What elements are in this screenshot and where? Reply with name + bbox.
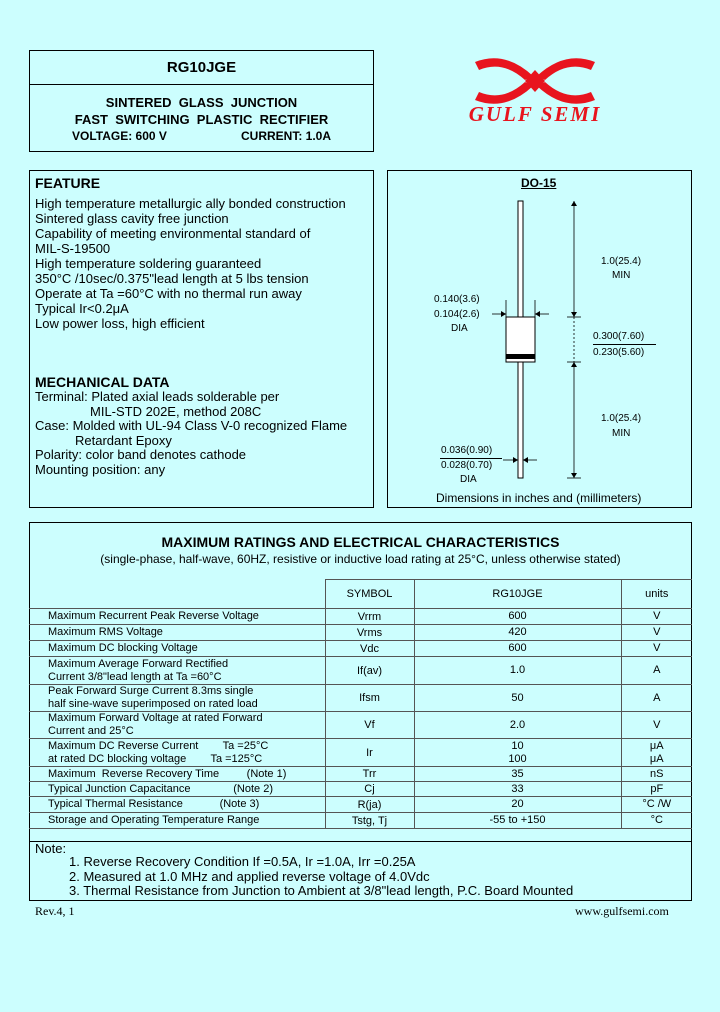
- value-cell: [414, 609, 621, 625]
- value-cell: [414, 712, 621, 739]
- param-text: Maximum DC blocking Voltage: [48, 642, 198, 654]
- param-text: at rated DC blocking voltage Ta =125°C: [48, 752, 263, 765]
- package-name: DO-15: [521, 176, 557, 190]
- value-cell: [414, 625, 621, 641]
- lead-dia-label: DIA: [460, 474, 477, 485]
- symbol-text: Cj: [364, 783, 375, 795]
- voltage-rating: VOLTAGE: 600 V: [72, 129, 167, 143]
- param-cell: [29, 739, 325, 767]
- table-row: [29, 685, 692, 712]
- feature-list: [35, 196, 346, 331]
- table-row: [29, 641, 692, 657]
- param-text: Maximum Recurrent Peak Reverse Voltage: [48, 610, 259, 622]
- note-item: 1. Reverse Recovery Condition If =0.5A, Ir =1.0A, Irr =0.25A: [69, 854, 416, 869]
- body-dia-label: DIA: [451, 323, 468, 334]
- symbol-cell: [325, 767, 414, 782]
- param-text: Peak Forward Surge Current 8.3ms single: [48, 685, 254, 697]
- unit-text: V: [653, 642, 661, 654]
- feature-item: High temperature soldering guaranteed: [35, 256, 262, 271]
- symbol-text: R(ja): [357, 798, 382, 811]
- param-cell: [29, 685, 325, 712]
- lead-length-bottom-min: MIN: [612, 428, 631, 439]
- value-cell: [414, 767, 621, 782]
- arrow-head: [523, 457, 528, 463]
- lead-length-top-min: MIN: [612, 270, 631, 281]
- unit-text: °C /W: [642, 798, 672, 810]
- title-box: [29, 84, 374, 152]
- value-text: 420: [508, 626, 527, 638]
- feature-item: Sintered glass cavity free junction: [35, 211, 229, 226]
- unit-text: nS: [650, 767, 664, 780]
- header-part: RG10JGE: [414, 580, 621, 609]
- table-header-row: [29, 580, 692, 609]
- mechanical-item: Retardant Epoxy: [75, 432, 172, 448]
- table-row: [29, 657, 692, 685]
- feature-item: Typical Ir<0.2μA: [35, 301, 129, 316]
- table-row: [29, 767, 692, 782]
- symbol-cell: [325, 782, 414, 797]
- value-text: 10: [511, 739, 524, 752]
- header-symbol: SYMBOL: [325, 580, 414, 609]
- bottom-lead: [518, 362, 523, 478]
- table-row: [29, 797, 692, 813]
- gulf-semi-logo: [455, 52, 615, 132]
- param-text: Storage and Operating Temperature Range: [48, 814, 260, 826]
- symbol-text: Vrrm: [357, 610, 382, 623]
- unit-text: V: [653, 718, 661, 731]
- top-lead: [518, 201, 523, 317]
- arrow-head: [501, 311, 506, 317]
- mechanical-item: Terminal: Plated axial leads solderable per: [35, 389, 280, 404]
- revision: Rev.4, 1: [35, 904, 75, 918]
- symbol-cell: [325, 685, 414, 712]
- body-length-min: 0.230(5.60): [593, 347, 645, 358]
- body-length-max: 0.300(7.60): [593, 331, 645, 342]
- unit-cell: [621, 657, 692, 685]
- ratings-title: MAXIMUM RATINGS AND ELECTRICAL CHARACTERISTICS: [161, 534, 560, 550]
- unit-cell: [621, 739, 692, 767]
- unit-text: A: [653, 691, 661, 704]
- lead-dia-min: 0.028(0.70): [441, 460, 493, 471]
- mechanical-list: [35, 390, 347, 477]
- symbol-text: Trr: [362, 768, 377, 780]
- mechanical-item: MIL-STD 202E, method 208C: [90, 403, 262, 419]
- unit-cell: [621, 641, 692, 657]
- unit-cell: [621, 782, 692, 797]
- note-item: 2. Measured at 1.0 MHz and applied reverse voltage of 4.0Vdc: [69, 868, 430, 884]
- value-text: 1.0: [509, 664, 526, 676]
- param-text: half sine-wave superimposed on rated load: [48, 698, 258, 710]
- unit-text: °C: [650, 814, 663, 826]
- symbol-text: Vdc: [360, 642, 379, 655]
- unit-text: V: [653, 626, 661, 638]
- symbol-text: If(av): [356, 664, 383, 677]
- lead-length-bottom: 1.0(25.4): [601, 413, 642, 424]
- mechanical-item: Polarity: color band denotes cathode: [35, 447, 247, 462]
- value-cell: [414, 813, 621, 829]
- feature-item: Low power loss, high efficient: [35, 316, 205, 331]
- table-row: [29, 739, 692, 767]
- feature-item: High temperature metallurgic ally bonded construction: [35, 196, 346, 211]
- symbol-cell: [325, 813, 414, 829]
- symbol-cell: [325, 657, 414, 685]
- website: www.gulfsemi.com: [575, 904, 669, 918]
- param-cell: [29, 625, 325, 641]
- unit-cell: [621, 685, 692, 712]
- param-cell: [29, 657, 325, 685]
- arrow-head: [571, 201, 577, 206]
- param-text: Maximum RMS Voltage: [48, 626, 163, 638]
- value-cell: [414, 739, 621, 767]
- value-text: 35: [511, 767, 524, 780]
- unit-text: μA: [649, 739, 664, 752]
- param-text: Maximum Reverse Recovery Time (Note 1): [48, 767, 287, 780]
- notes-heading: Note:: [35, 841, 67, 856]
- value-text: 33: [511, 782, 524, 795]
- unit-cell: [621, 797, 692, 813]
- unit-cell: [621, 625, 692, 641]
- mechanical-item: Case: Molded with UL-94 Class V-0 recognized Flame: [35, 418, 348, 433]
- param-text: Maximum DC Reverse Current Ta =25°C: [48, 739, 269, 752]
- param-text: Typical Junction Capacitance (Note 2): [48, 782, 273, 795]
- unit-cell: [621, 813, 692, 829]
- table-row: [29, 712, 692, 739]
- unit-cell: [621, 712, 692, 739]
- current-rating: CURRENT: 1.0A: [241, 129, 332, 143]
- param-cell: [29, 813, 325, 829]
- param-text: Typical Thermal Resistance (Note 3): [48, 798, 260, 810]
- lead-dia-max: 0.036(0.90): [441, 445, 493, 456]
- param-cell: [29, 641, 325, 657]
- arrow-head: [535, 311, 540, 317]
- symbol-text: Ir: [366, 746, 373, 759]
- dim-divider: [593, 344, 656, 345]
- table-row: [29, 625, 692, 641]
- mechanical-heading: MECHANICAL DATA: [35, 374, 170, 390]
- value-text: 600: [508, 642, 527, 654]
- param-text: Maximum Forward Voltage at rated Forward: [48, 712, 263, 724]
- param-cell: [29, 712, 325, 739]
- unit-text: μA: [649, 752, 664, 765]
- title-line1: SINTERED GLASS JUNCTION: [105, 95, 298, 110]
- param-cell: [29, 782, 325, 797]
- unit-text: pF: [650, 782, 664, 795]
- logo-text: GULF SEMI: [468, 102, 602, 126]
- symbol-text: Ifsm: [359, 692, 380, 704]
- arrow-head: [513, 457, 518, 463]
- value-cell: [414, 797, 621, 813]
- arrow-head: [571, 473, 577, 478]
- symbol-cell: [325, 609, 414, 625]
- arrow-head: [571, 312, 577, 317]
- value-text: 600: [508, 610, 527, 622]
- ratings-table: [29, 579, 692, 829]
- title-line2: FAST SWITCHING PLASTIC RECTIFIER: [74, 112, 329, 127]
- feature-heading: FEATURE: [35, 175, 101, 191]
- dimension-caption: Dimensions in inches and (millimeters): [436, 491, 642, 505]
- part-number: RG10JGE: [166, 59, 237, 76]
- param-cell: [29, 797, 325, 813]
- unit-cell: [621, 609, 692, 625]
- param-cell: [29, 609, 325, 625]
- symbol-cell: [325, 712, 414, 739]
- unit-text: A: [653, 664, 661, 676]
- param-text: Current and 25°C: [48, 725, 134, 737]
- notes-list: [69, 855, 573, 899]
- value-cell: [414, 782, 621, 797]
- part-number-box: [29, 50, 374, 85]
- note-item: 3. Thermal Resistance from Junction to Ambient at 3/8"lead length, P.C. Board Mounted: [69, 883, 574, 898]
- symbol-text: Vrms: [356, 626, 383, 639]
- symbol-cell: [325, 625, 414, 641]
- value-text: 2.0: [509, 718, 526, 731]
- value-text: 50: [511, 691, 524, 704]
- value-text: 20: [511, 798, 524, 810]
- arrow-head: [571, 362, 577, 367]
- table-row: [29, 813, 692, 829]
- value-cell: [414, 641, 621, 657]
- body-dia-min: 0.104(2.6): [434, 309, 480, 320]
- mechanical-item: Mounting position: any: [35, 461, 166, 477]
- symbol-text: Tstg, Tj: [351, 814, 388, 827]
- cathode-band: [506, 354, 535, 359]
- value-text: 100: [508, 752, 527, 765]
- unit-cell: [621, 767, 692, 782]
- symbol-cell: [325, 641, 414, 657]
- do15-package-drawing: [387, 170, 692, 508]
- header-units: units: [621, 580, 692, 609]
- ratings-subtitle: (single-phase, half-wave, 60HZ, resistive or inductive load rating at 25°C, unless otherwise stated): [100, 552, 621, 566]
- value-text: -55 to +150: [489, 814, 546, 826]
- body-dia-max: 0.140(3.6): [434, 294, 480, 305]
- table-row: [29, 782, 692, 797]
- param-text: Current 3/8"lead length at Ta =60°C: [48, 670, 222, 683]
- value-cell: [414, 685, 621, 712]
- symbol-cell: [325, 739, 414, 767]
- symbol-cell: [325, 797, 414, 813]
- symbol-text: Vf: [364, 719, 375, 731]
- param-cell: [29, 767, 325, 782]
- unit-text: V: [653, 610, 661, 622]
- feature-item: Capability of meeting environmental standard of: [35, 226, 311, 241]
- table-row: [29, 609, 692, 625]
- table-header-blank: [29, 580, 325, 609]
- lead-length-top: 1.0(25.4): [601, 256, 642, 267]
- feature-item: MIL-S-19500: [35, 241, 111, 256]
- value-cell: [414, 657, 621, 685]
- feature-item: Operate at Ta =60°C with no thermal run away: [35, 286, 302, 301]
- feature-item: 350°C /10sec/0.375"lead length at 5 lbs tension: [35, 271, 309, 286]
- param-text: Maximum Average Forward Rectified: [48, 657, 229, 670]
- dim-divider: [440, 458, 502, 459]
